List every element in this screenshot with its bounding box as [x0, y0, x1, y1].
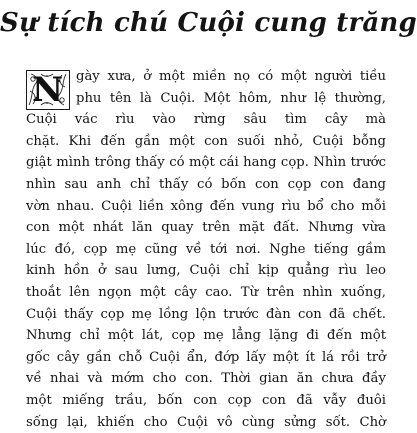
text-line: một miếng trầu, bốn con cọp con đã vẫy đuôi — [26, 390, 386, 412]
text-line: con một nhát lăn quay trên mặt đất. Nhưng vừa — [26, 217, 386, 239]
text-line: Cuội vác rìu vào rừng sâu tìm cây mà — [26, 109, 386, 131]
text-line: phu tên là Cuội. Một hôm, như lệ thường, — [26, 88, 386, 110]
text-line: gày xưa, ở một miền nọ có một người tiều — [26, 66, 386, 88]
text-line: giật mình trông thấy có một cái hang cọp. Nhìn trước — [26, 152, 386, 174]
story-body — [26, 66, 386, 433]
text-line: Cuội thấy cọp mẹ lồng lộn trước đàn con đã chết. — [26, 304, 386, 326]
ornamental-drop-cap — [26, 70, 70, 110]
text-line: vờn nhau. Cuội liền xông đến vung rìu bổ cho mỗi — [26, 196, 386, 218]
story-title: Sự tích chú Cuội cung trăng — [0, 6, 400, 40]
text-line: sống lại, khiến cho Cuội vô cùng sửng sốt. Chờ — [26, 412, 386, 433]
text-line: Nhưng chỉ một lát, cọp mẹ lẳng lặng đi đến một — [26, 325, 386, 347]
text-line: về nhai và mớm cho con. Thời gian ăn chưa đầy — [26, 368, 386, 390]
text-line: chặt. Khi đến gần một con suối nhỏ, Cuội bỗng — [26, 131, 386, 153]
text-line: nhìn sau anh chỉ thấy có bốn con cọp con đang — [26, 174, 386, 196]
text-line: lúc đó, cọp mẹ cũng về tới nơi. Nghe tiếng gầm — [26, 239, 386, 261]
text-line: kinh hồn ở sau lưng, Cuội chỉ kịp quẳng rìu leo — [26, 260, 386, 282]
drop-cap-letter: N — [27, 71, 68, 108]
text-line: gốc cây gần chỗ Cuội ẩn, đớp lấy một ít lá rồi trở — [26, 347, 386, 369]
text-line: thoắt lên ngọn một cây cao. Từ trên nhìn xuống, — [26, 282, 386, 304]
